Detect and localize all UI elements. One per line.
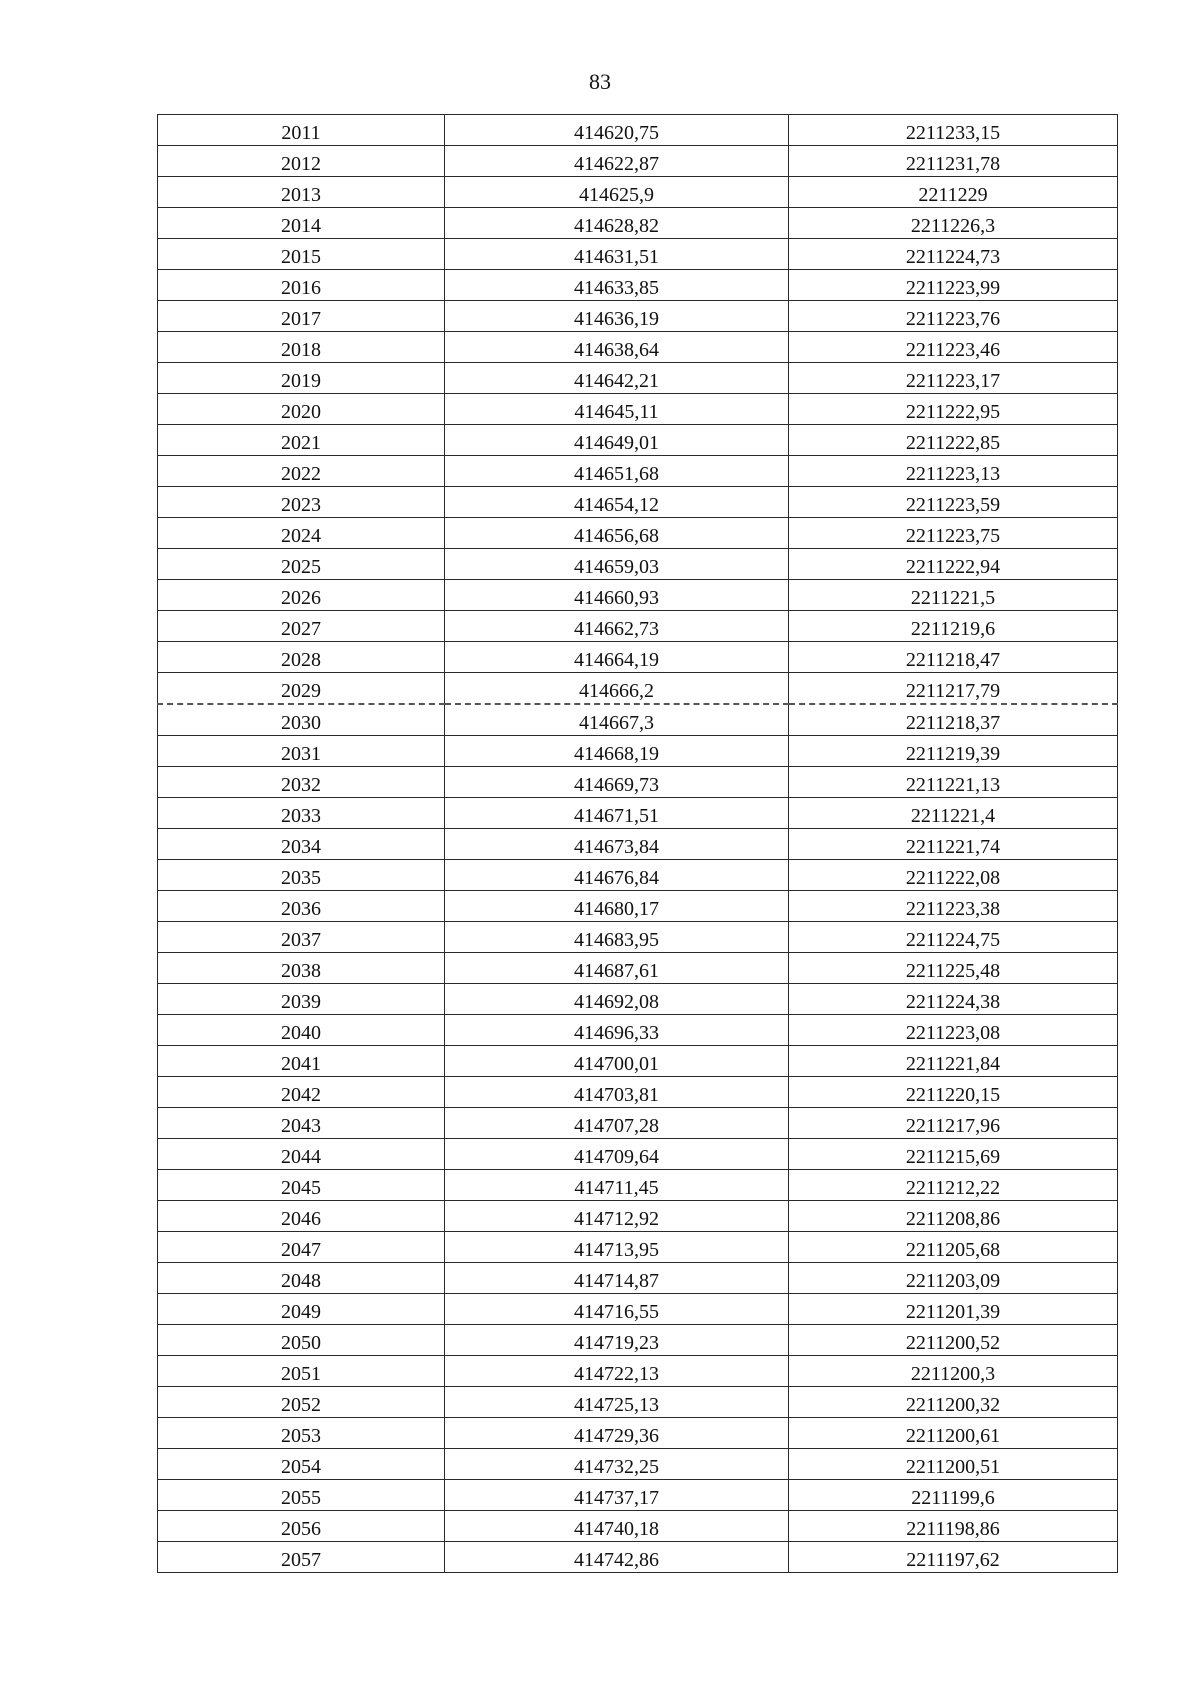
y-coordinate-cell: 2211233,15	[789, 115, 1118, 146]
table-row	[158, 115, 1118, 146]
point-number-cell: 2037	[158, 922, 445, 953]
table-row	[158, 1480, 1118, 1511]
table-row	[158, 642, 1118, 673]
x-coordinate-cell: 414742,86	[445, 1542, 789, 1573]
y-coordinate-cell: 2211221,4	[789, 798, 1118, 829]
y-coordinate-cell: 2211200,3	[789, 1356, 1118, 1387]
point-number-cell: 2056	[158, 1511, 445, 1542]
x-coordinate-cell: 414622,87	[445, 146, 789, 177]
point-number-cell: 2029	[158, 673, 445, 705]
x-coordinate-cell: 414700,01	[445, 1046, 789, 1077]
point-number-cell: 2028	[158, 642, 445, 673]
y-coordinate-cell: 2211199,6	[789, 1480, 1118, 1511]
x-coordinate-cell: 414696,33	[445, 1015, 789, 1046]
table-row	[158, 1325, 1118, 1356]
x-coordinate-cell: 414660,93	[445, 580, 789, 611]
y-coordinate-cell: 2211224,73	[789, 239, 1118, 270]
y-coordinate-cell: 2211219,39	[789, 736, 1118, 767]
point-number-cell: 2020	[158, 394, 445, 425]
table-row	[158, 1542, 1118, 1573]
y-coordinate-cell: 2211221,74	[789, 829, 1118, 860]
y-coordinate-cell: 2211223,08	[789, 1015, 1118, 1046]
x-coordinate-cell: 414692,08	[445, 984, 789, 1015]
table-row	[158, 270, 1118, 301]
y-coordinate-cell: 2211221,5	[789, 580, 1118, 611]
point-number-cell: 2049	[158, 1294, 445, 1325]
x-coordinate-cell: 414669,73	[445, 767, 789, 798]
x-coordinate-cell: 414620,75	[445, 115, 789, 146]
y-coordinate-cell: 2211231,78	[789, 146, 1118, 177]
y-coordinate-cell: 2211200,51	[789, 1449, 1118, 1480]
point-number-cell: 2011	[158, 115, 445, 146]
table-row	[158, 549, 1118, 580]
x-coordinate-cell: 414668,19	[445, 736, 789, 767]
point-number-cell: 2012	[158, 146, 445, 177]
y-coordinate-cell: 2211229	[789, 177, 1118, 208]
table-row	[158, 1077, 1118, 1108]
table-row	[158, 1511, 1118, 1542]
point-number-cell: 2048	[158, 1263, 445, 1294]
point-number-cell: 2034	[158, 829, 445, 860]
point-number-cell: 2023	[158, 487, 445, 518]
point-number-cell: 2027	[158, 611, 445, 642]
table-row	[158, 394, 1118, 425]
point-number-cell: 2026	[158, 580, 445, 611]
point-number-cell: 2046	[158, 1201, 445, 1232]
point-number-cell: 2032	[158, 767, 445, 798]
table-row	[158, 891, 1118, 922]
y-coordinate-cell: 2211198,86	[789, 1511, 1118, 1542]
x-coordinate-cell: 414714,87	[445, 1263, 789, 1294]
x-coordinate-cell: 414740,18	[445, 1511, 789, 1542]
x-coordinate-cell: 414683,95	[445, 922, 789, 953]
table-row	[158, 301, 1118, 332]
coordinates-table-body	[158, 115, 1118, 1573]
table-row	[158, 177, 1118, 208]
coordinates-table	[157, 114, 1118, 1573]
y-coordinate-cell: 2211223,99	[789, 270, 1118, 301]
y-coordinate-cell: 2211224,75	[789, 922, 1118, 953]
table-row	[158, 673, 1118, 705]
x-coordinate-cell: 414712,92	[445, 1201, 789, 1232]
table-row	[158, 860, 1118, 891]
table-row	[158, 922, 1118, 953]
x-coordinate-cell: 414729,36	[445, 1418, 789, 1449]
table-row	[158, 146, 1118, 177]
point-number-cell: 2040	[158, 1015, 445, 1046]
x-coordinate-cell: 414666,2	[445, 673, 789, 705]
x-coordinate-cell: 414645,11	[445, 394, 789, 425]
y-coordinate-cell: 2211222,08	[789, 860, 1118, 891]
y-coordinate-cell: 2211208,86	[789, 1201, 1118, 1232]
x-coordinate-cell: 414667,3	[445, 704, 789, 736]
point-number-cell: 2022	[158, 456, 445, 487]
y-coordinate-cell: 2211221,13	[789, 767, 1118, 798]
x-coordinate-cell: 414725,13	[445, 1387, 789, 1418]
point-number-cell: 2041	[158, 1046, 445, 1077]
x-coordinate-cell: 414659,03	[445, 549, 789, 580]
point-number-cell: 2035	[158, 860, 445, 891]
table-row	[158, 1139, 1118, 1170]
x-coordinate-cell: 414628,82	[445, 208, 789, 239]
table-row	[158, 208, 1118, 239]
x-coordinate-cell: 414649,01	[445, 425, 789, 456]
x-coordinate-cell: 414638,64	[445, 332, 789, 363]
table-row	[158, 1387, 1118, 1418]
x-coordinate-cell: 414651,68	[445, 456, 789, 487]
table-row	[158, 1015, 1118, 1046]
y-coordinate-cell: 2211203,09	[789, 1263, 1118, 1294]
x-coordinate-cell: 414722,13	[445, 1356, 789, 1387]
x-coordinate-cell: 414671,51	[445, 798, 789, 829]
table-row	[158, 829, 1118, 860]
y-coordinate-cell: 2211217,79	[789, 673, 1118, 705]
point-number-cell: 2039	[158, 984, 445, 1015]
point-number-cell: 2024	[158, 518, 445, 549]
x-coordinate-cell: 414709,64	[445, 1139, 789, 1170]
y-coordinate-cell: 2211223,46	[789, 332, 1118, 363]
y-coordinate-cell: 2211224,38	[789, 984, 1118, 1015]
y-coordinate-cell: 2211212,22	[789, 1170, 1118, 1201]
point-number-cell: 2014	[158, 208, 445, 239]
table-row	[158, 1108, 1118, 1139]
y-coordinate-cell: 2211223,17	[789, 363, 1118, 394]
x-coordinate-cell: 414662,73	[445, 611, 789, 642]
point-number-cell: 2018	[158, 332, 445, 363]
x-coordinate-cell: 414716,55	[445, 1294, 789, 1325]
point-number-cell: 2045	[158, 1170, 445, 1201]
y-coordinate-cell: 2211200,61	[789, 1418, 1118, 1449]
table-row	[158, 1356, 1118, 1387]
point-number-cell: 2031	[158, 736, 445, 767]
table-row	[158, 580, 1118, 611]
table-row	[158, 1449, 1118, 1480]
x-coordinate-cell: 414680,17	[445, 891, 789, 922]
x-coordinate-cell: 414631,51	[445, 239, 789, 270]
table-row	[158, 1201, 1118, 1232]
table-row	[158, 332, 1118, 363]
page-number: 83	[589, 69, 611, 94]
point-number-cell: 2044	[158, 1139, 445, 1170]
y-coordinate-cell: 2211215,69	[789, 1139, 1118, 1170]
table-row	[158, 1170, 1118, 1201]
y-coordinate-cell: 2211221,84	[789, 1046, 1118, 1077]
point-number-cell: 2025	[158, 549, 445, 580]
y-coordinate-cell: 2211218,37	[789, 704, 1118, 736]
y-coordinate-cell: 2211200,32	[789, 1387, 1118, 1418]
point-number-cell: 2021	[158, 425, 445, 456]
point-number-cell: 2019	[158, 363, 445, 394]
y-coordinate-cell: 2211222,95	[789, 394, 1118, 425]
table-row	[158, 736, 1118, 767]
point-number-cell: 2017	[158, 301, 445, 332]
table-row	[158, 611, 1118, 642]
point-number-cell: 2013	[158, 177, 445, 208]
table-row	[158, 984, 1118, 1015]
table-row	[158, 767, 1118, 798]
point-number-cell: 2047	[158, 1232, 445, 1263]
table-row	[158, 518, 1118, 549]
y-coordinate-cell: 2211223,38	[789, 891, 1118, 922]
x-coordinate-cell: 414633,85	[445, 270, 789, 301]
point-number-cell: 2054	[158, 1449, 445, 1480]
point-number-cell: 2053	[158, 1418, 445, 1449]
table-row	[158, 1418, 1118, 1449]
x-coordinate-cell: 414719,23	[445, 1325, 789, 1356]
point-number-cell: 2033	[158, 798, 445, 829]
point-number-cell: 2042	[158, 1077, 445, 1108]
x-coordinate-cell: 414687,61	[445, 953, 789, 984]
table-row	[158, 487, 1118, 518]
x-coordinate-cell: 414732,25	[445, 1449, 789, 1480]
x-coordinate-cell: 414642,21	[445, 363, 789, 394]
point-number-cell: 2052	[158, 1387, 445, 1418]
point-number-cell: 2015	[158, 239, 445, 270]
table-row	[158, 456, 1118, 487]
x-coordinate-cell: 414636,19	[445, 301, 789, 332]
y-coordinate-cell: 2211219,6	[789, 611, 1118, 642]
table-row	[158, 953, 1118, 984]
point-number-cell: 2050	[158, 1325, 445, 1356]
x-coordinate-cell: 414713,95	[445, 1232, 789, 1263]
y-coordinate-cell: 2211220,15	[789, 1077, 1118, 1108]
table-row	[158, 239, 1118, 270]
y-coordinate-cell: 2211217,96	[789, 1108, 1118, 1139]
y-coordinate-cell: 2211218,47	[789, 642, 1118, 673]
x-coordinate-cell: 414711,45	[445, 1170, 789, 1201]
point-number-cell: 2016	[158, 270, 445, 301]
y-coordinate-cell: 2211201,39	[789, 1294, 1118, 1325]
table-row	[158, 704, 1118, 736]
x-coordinate-cell: 414625,9	[445, 177, 789, 208]
table-row	[158, 1294, 1118, 1325]
x-coordinate-cell: 414703,81	[445, 1077, 789, 1108]
y-coordinate-cell: 2211222,85	[789, 425, 1118, 456]
point-number-cell: 2055	[158, 1480, 445, 1511]
x-coordinate-cell: 414664,19	[445, 642, 789, 673]
table-row	[158, 425, 1118, 456]
table-row	[158, 1263, 1118, 1294]
point-number-cell: 2036	[158, 891, 445, 922]
point-number-cell: 2038	[158, 953, 445, 984]
table-row	[158, 1232, 1118, 1263]
x-coordinate-cell: 414707,28	[445, 1108, 789, 1139]
y-coordinate-cell: 2211226,3	[789, 208, 1118, 239]
y-coordinate-cell: 2211223,13	[789, 456, 1118, 487]
point-number-cell: 2043	[158, 1108, 445, 1139]
y-coordinate-cell: 2211200,52	[789, 1325, 1118, 1356]
point-number-cell: 2051	[158, 1356, 445, 1387]
point-number-cell: 2057	[158, 1542, 445, 1573]
y-coordinate-cell: 2211223,75	[789, 518, 1118, 549]
x-coordinate-cell: 414656,68	[445, 518, 789, 549]
x-coordinate-cell: 414737,17	[445, 1480, 789, 1511]
y-coordinate-cell: 2211197,62	[789, 1542, 1118, 1573]
point-number-cell: 2030	[158, 704, 445, 736]
y-coordinate-cell: 2211223,59	[789, 487, 1118, 518]
table-row	[158, 363, 1118, 394]
y-coordinate-cell: 2211222,94	[789, 549, 1118, 580]
table-row	[158, 798, 1118, 829]
y-coordinate-cell: 2211225,48	[789, 953, 1118, 984]
x-coordinate-cell: 414676,84	[445, 860, 789, 891]
x-coordinate-cell: 414654,12	[445, 487, 789, 518]
x-coordinate-cell: 414673,84	[445, 829, 789, 860]
y-coordinate-cell: 2211223,76	[789, 301, 1118, 332]
table-row	[158, 1046, 1118, 1077]
y-coordinate-cell: 2211205,68	[789, 1232, 1118, 1263]
